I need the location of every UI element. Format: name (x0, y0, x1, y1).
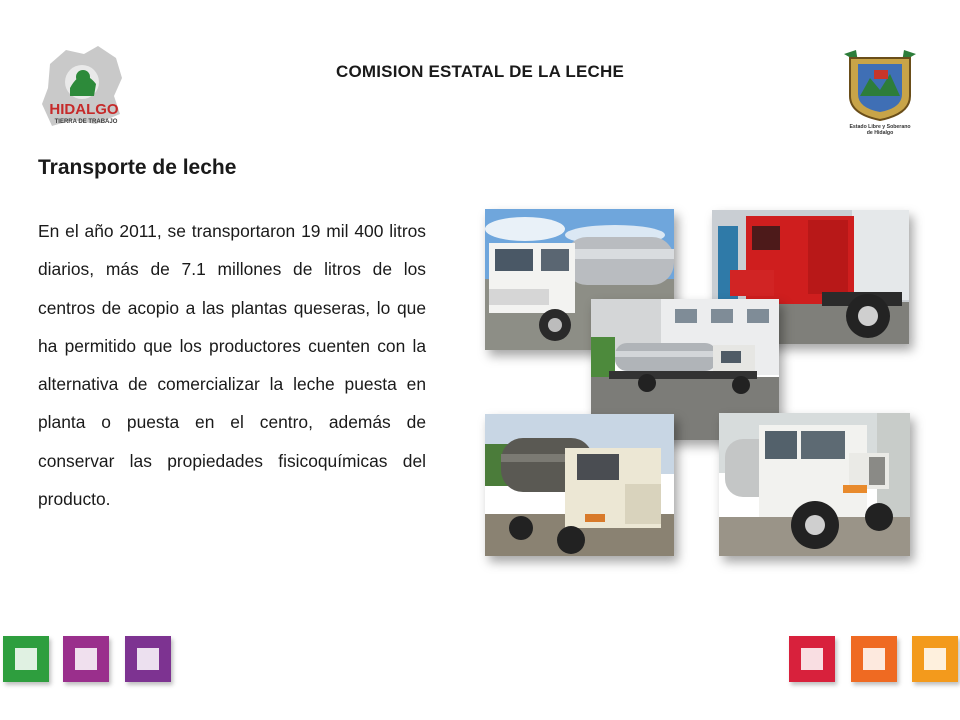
section-title: Transporte de leche (38, 156, 237, 179)
footer-square-orange (851, 636, 897, 682)
photo-cream-tanker-truck (485, 414, 674, 556)
page-header-title: COMISION ESTATAL DE LA LECHE (336, 62, 624, 81)
coat-of-arms-text-2: de Hidalgo (866, 130, 894, 136)
body-paragraph: En el año 2011, se transportaron 19 mil 400 litros diarios, más de 7.1 millones de litros de los centros de acopio a las plantas queseras, lo que ha permitido que los productores cuenten con la alternativa de comercializar la leche puesta en planta o puesta en el centro, además de conservar las propiedades fisicoquímicas del producto. (38, 221, 426, 510)
photo-white-truck-front (719, 413, 910, 556)
hidalgo-logo (36, 44, 132, 130)
footer-square-amber (912, 636, 958, 682)
footer-square-violet (125, 636, 171, 682)
hidalgo-logo-text: HIDALGO (49, 101, 119, 118)
coat-of-arms-text-1: Estado Libre y Soberano (849, 124, 911, 130)
hidalgo-logo-subtext: TIERRA DE TRABAJO (54, 119, 118, 125)
state-coat-of-arms (838, 44, 922, 136)
footer-square-green (3, 636, 49, 682)
footer-square-purple (63, 636, 109, 682)
footer-square-red (789, 636, 835, 682)
